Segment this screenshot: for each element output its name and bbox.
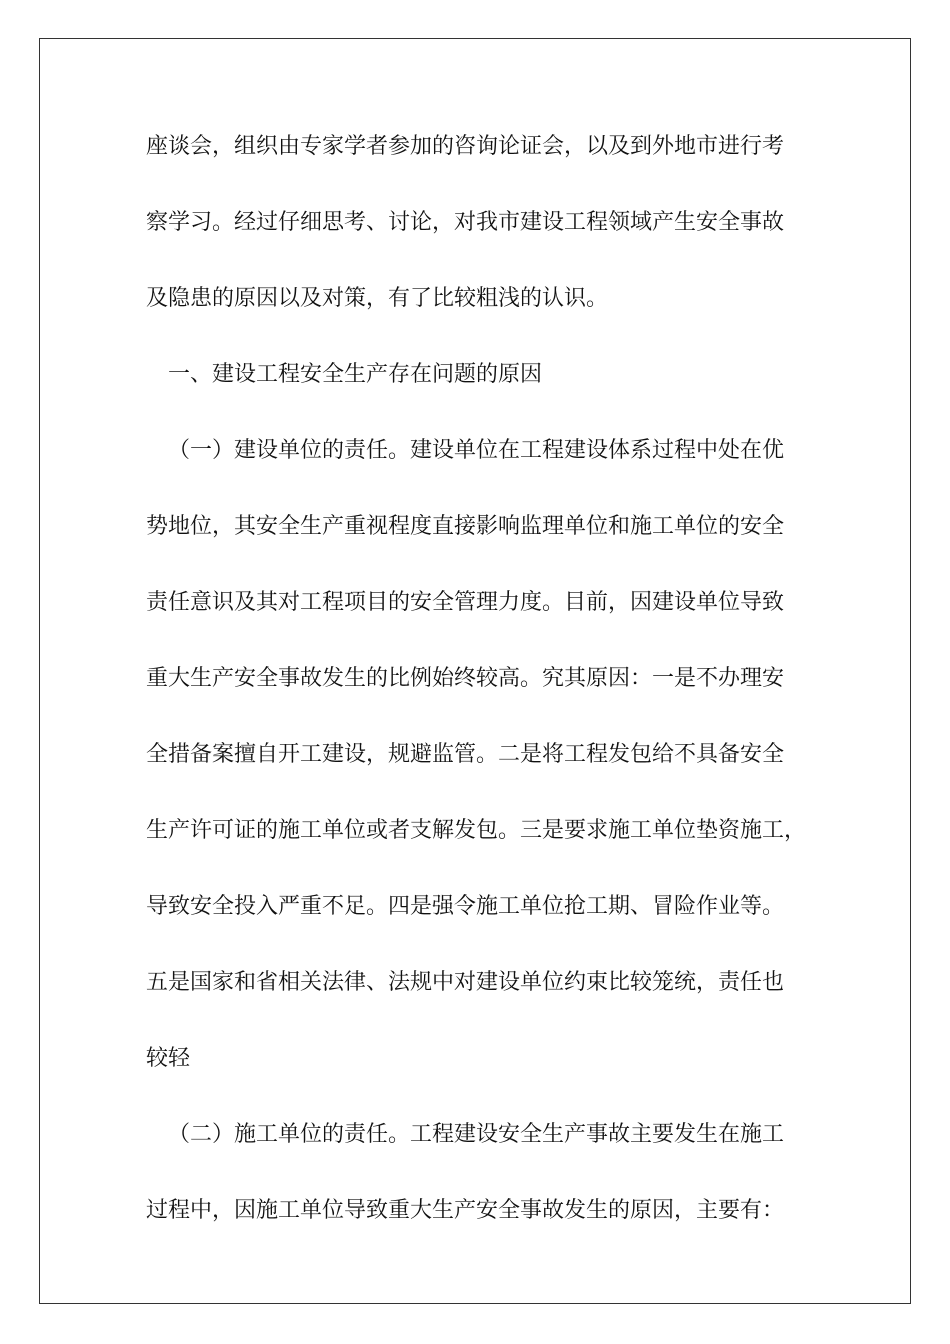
text-line: 势地位，其安全生产重视程度直接影响监理单位和施工单位的安全 [146,514,785,539]
text-line: 生产许可证的施工单位或者支解发包。三是要求施工单位垫资施工， [146,818,807,843]
text-line: 察学习。经过仔细思考、讨论，对我市建设工程领域产生安全事故 [146,210,785,235]
text-line: 五是国家和省相关法律、法规中对建设单位约束比较笼统，责任也 [146,970,785,995]
text-line: 过程中，因施工单位导致重大生产安全事故发生的原因，主要有： [146,1198,785,1223]
text-line: 责任意识及其对工程项目的安全管理力度。目前，因建设单位导致 [146,590,785,615]
text-line: 导致安全投入严重不足。四是强令施工单位抢工期、冒险作业等。 [146,894,785,919]
document-body [146,127,806,1267]
text-line: 全措备案擅自开工建设，规避监管。二是将工程发包给不具备安全 [146,742,785,767]
section-heading: 一、建设工程安全生产存在问题的原因 [168,362,543,387]
text-line: 较轻 [146,1046,191,1071]
text-line: 重大生产安全事故发生的比例始终较高。究其原因：一是不办理安 [146,666,785,691]
subsection-heading-line: （一）建设单位的责任。建设单位在工程建设体系过程中处在优 [168,438,785,463]
subsection-heading-line: （二）施工单位的责任。工程建设安全生产事故主要发生在施工 [168,1122,785,1147]
text-line: 及隐患的原因以及对策，有了比较粗浅的认识。 [146,286,609,311]
text-line: 座谈会，组织由专家学者参加的咨询论证会，以及到外地市进行考 [146,134,785,159]
